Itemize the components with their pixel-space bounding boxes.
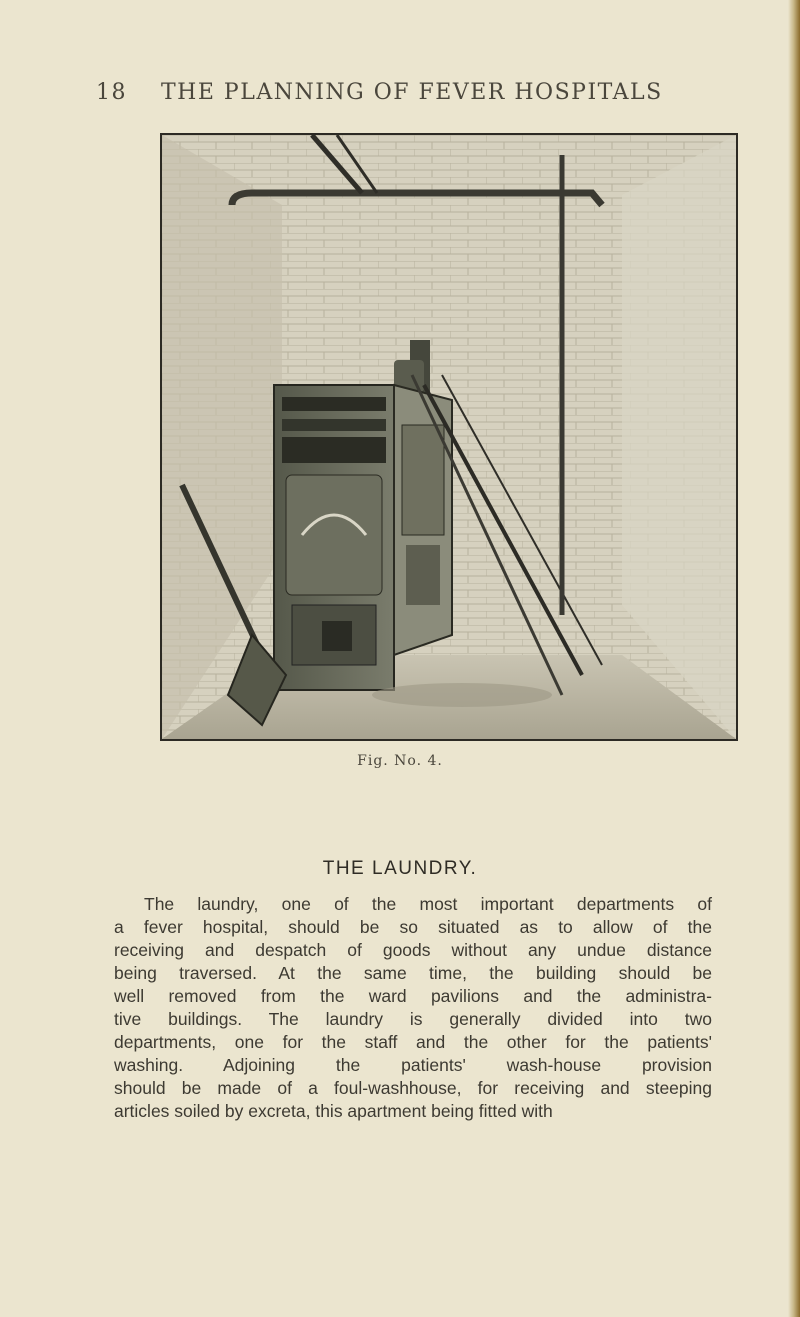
body-line: The laundry, one of the most important departments of	[144, 894, 712, 914]
body-line: should be made of a foul-washhouse, for receiving and steeping	[114, 1078, 712, 1098]
laundry-apparatus-photograph	[162, 135, 736, 739]
body-line: receiving and despatch of goods without any undue distance	[114, 940, 712, 960]
running-head	[96, 80, 663, 105]
figure-caption: Fig. No. 4.	[357, 753, 443, 769]
body-line: articles soiled by excreta, this apartment being fitted with	[114, 1101, 553, 1121]
page-number: 18	[96, 80, 127, 105]
body-line: being traversed. At the same time, the building should be	[114, 963, 712, 983]
body-paragraph	[114, 893, 712, 1123]
running-title: THE PLANNING OF FEVER HOSPITALS	[161, 80, 663, 105]
figure-photograph	[160, 133, 738, 741]
body-line: tive buildings. The laundry is generally divided into two	[114, 1009, 712, 1029]
body-line: departments, one for the staff and the other for the patients'	[114, 1032, 712, 1052]
section-title: THE LAUNDRY.	[322, 858, 478, 879]
page-edge	[788, 0, 800, 1317]
body-line: washing. Adjoining the patients' wash-house provision	[114, 1055, 712, 1075]
body-line: a fever hospital, should be so situated as to allow of the	[114, 917, 712, 937]
body-line: well removed from the ward pavilions and the administra-	[114, 986, 712, 1006]
